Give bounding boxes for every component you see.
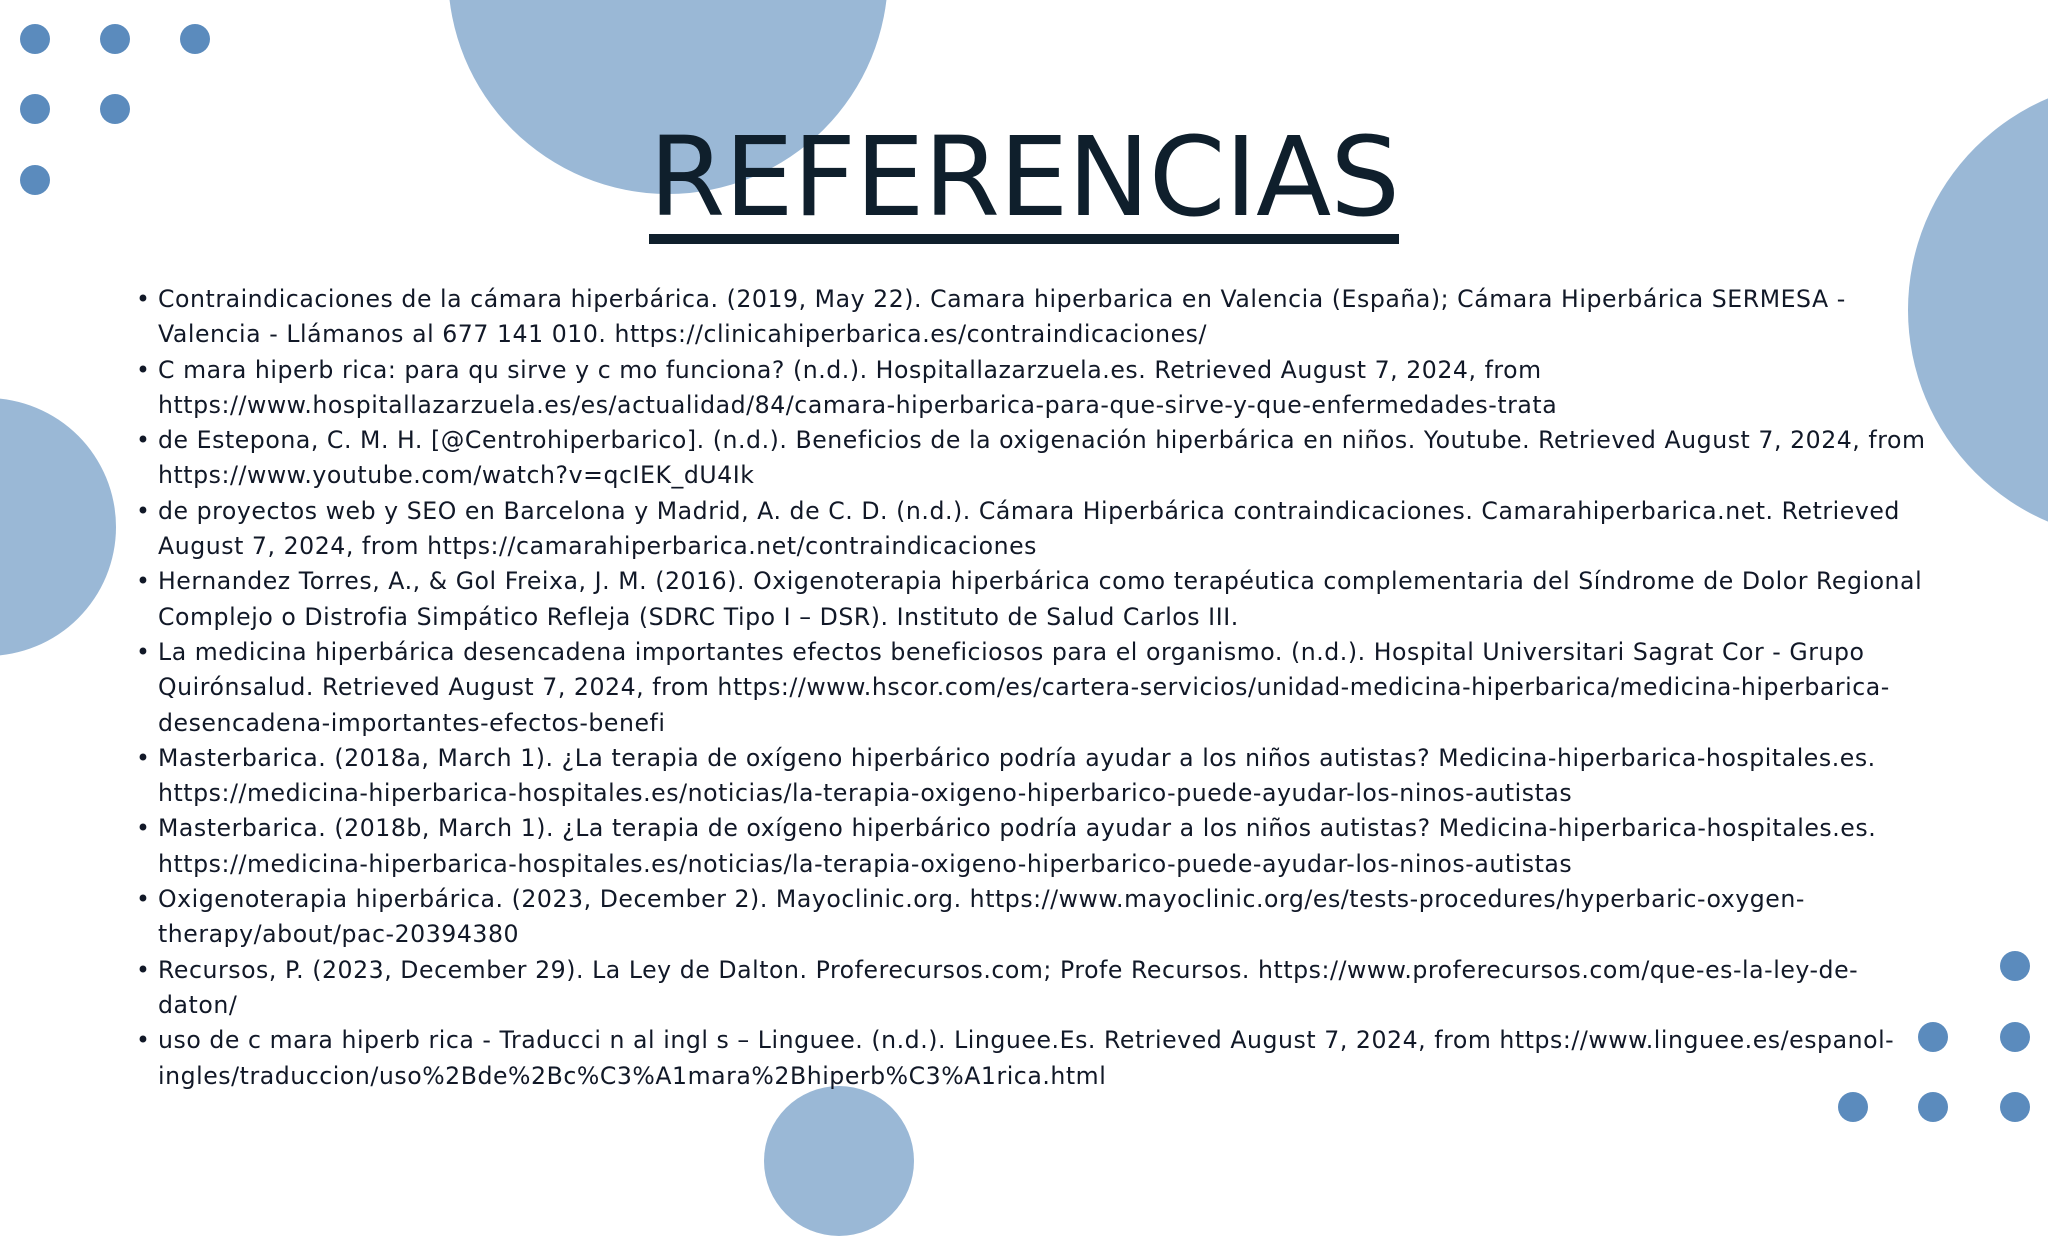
decorative-dot bbox=[20, 24, 50, 54]
decorative-dot bbox=[20, 94, 50, 124]
bullet-icon: • bbox=[136, 814, 151, 843]
list-item bbox=[136, 353, 1928, 424]
list-item bbox=[136, 494, 1928, 565]
bullet-icon: • bbox=[136, 567, 151, 596]
list-item bbox=[136, 882, 1928, 953]
page-title-wrapper bbox=[0, 113, 2048, 244]
list-item bbox=[136, 635, 1928, 741]
decorative-dot bbox=[2000, 1092, 2030, 1122]
references-list bbox=[136, 282, 1928, 1094]
reference-text: C mara hiperb rica: para qu sirve y c mo funciona? (n.d.). Hospitallazarzuela.es. Retrieved August 7, 2024, from https://www.hospitallazarzuela.es/es/actualidad/84/camara-hiperbarica-para-que-sirve-y-que-enfermedades-trata bbox=[158, 355, 1558, 419]
page-title: REFERENCIAS bbox=[649, 122, 1399, 244]
bullet-icon: • bbox=[136, 355, 151, 384]
list-item bbox=[136, 564, 1928, 635]
bullet-icon: • bbox=[136, 285, 151, 313]
list-item bbox=[136, 953, 1928, 1024]
bullet-icon: • bbox=[136, 955, 151, 984]
decorative-dot bbox=[100, 24, 130, 54]
reference-text: Contraindicaciones de la cámara hiperbárica. (2019, May 22). Camara hiperbarica en Valencia (España); Cámara Hiperbárica SERMESA - Valencia - Llámanos al 677 141 010. https://clinicahiperbarica.es/contraindicaciones/ bbox=[158, 285, 1846, 349]
bullet-icon: • bbox=[136, 885, 151, 914]
list-item bbox=[136, 1023, 1928, 1094]
reference-text: La medicina hiperbárica desencadena importantes efectos beneficiosos para el organismo. (n.d.). Hospital Universitari Sagrat Cor - Grupo Quirónsalud. Retrieved August 7, 2024, from https://www.hscor.com/es/cartera-servicios/unidad-medicina-hiperbarica/medicina-hiperbarica-desencadena-importantes-efectos-benefi bbox=[158, 637, 1890, 737]
list-item bbox=[136, 282, 1928, 353]
bullet-icon: • bbox=[136, 1026, 151, 1055]
decorative-dot bbox=[1838, 1092, 1868, 1122]
decorative-circle-bottom bbox=[764, 1086, 914, 1236]
bullet-icon: • bbox=[136, 637, 151, 666]
decorative-dot bbox=[100, 94, 130, 124]
reference-text: Oxigenoterapia hiperbárica. (2023, December 2). Mayoclinic.org. https://www.mayoclinic.org/es/tests-procedures/hyperbaric-oxygen-therapy/about/pac-20394380 bbox=[158, 885, 1805, 949]
decorative-dot bbox=[1918, 1092, 1948, 1122]
bullet-icon: • bbox=[136, 496, 151, 525]
list-item bbox=[136, 811, 1928, 882]
bullet-icon: • bbox=[136, 426, 151, 455]
decorative-dot bbox=[2000, 1022, 2030, 1052]
reference-text: de Estepona, C. M. H. [@Centrohiperbarico]. (n.d.). Beneficios de la oxigenación hiperbárica en niños. Youtube. Retrieved August 7, 2024, from https://www.youtube.com/watch?v=qcIEK_dU4Ik bbox=[158, 426, 1926, 490]
reference-text: uso de c mara hiperb rica - Traducci n al ingl s – Linguee. (n.d.). Linguee.Es. Retrieved August 7, 2024, from https://www.linguee.es/espanol-ingles/traduccion/uso%2Bde%2Bc%C3%A1mara%2Bhiperb%C3%A1rica.html bbox=[158, 1026, 1895, 1090]
decorative-dot bbox=[180, 24, 210, 54]
bullet-icon: • bbox=[136, 743, 151, 772]
reference-text: Masterbarica. (2018b, March 1). ¿La terapia de oxígeno hiperbárico podría ayudar a los niños autistas? Medicina-hiperbarica-hospitales.es. https://medicina-hiperbarica-hospitales.es/noticias/la-terapia-oxigeno-hiperbarico-puede-ayudar-los-ninos-autistas bbox=[158, 814, 1877, 878]
decorative-dot bbox=[2000, 951, 2030, 981]
decorative-circle-left bbox=[0, 398, 116, 656]
reference-text: Hernandez Torres, A., & Gol Freixa, J. M. (2016). Oxigenoterapia hiperbárica como terapéutica complementaria del Síndrome de Dolor Regional Complejo o Distrofia Simpático Refleja (SDRC Tipo I – DSR). Instituto de Salud Carlos III. bbox=[158, 567, 1923, 631]
reference-text: de proyectos web y SEO en Barcelona y Madrid, A. de C. D. (n.d.). Cámara Hiperbárica contraindicaciones. Camarahiperbarica.net. Retrieved August 7, 2024, from https://camarahiperbarica.net/contraindicaciones bbox=[158, 496, 1900, 561]
reference-text: Recursos, P. (2023, December 29). La Ley de Dalton. Proferecursos.com; Profe Recursos. https://www.proferecursos.com/que-es-la-ley-de-daton/ bbox=[158, 955, 1859, 1019]
reference-text: Masterbarica. (2018a, March 1). ¿La terapia de oxígeno hiperbárico podría ayudar a los niños autistas? Medicina-hiperbarica-hospitales.es. https://medicina-hiperbarica-hospitales.es/noticias/la-terapia-oxigeno-hiperbarico-puede-ayudar-los-ninos-autistas bbox=[158, 743, 1876, 808]
list-item bbox=[136, 741, 1928, 812]
list-item bbox=[136, 423, 1928, 494]
